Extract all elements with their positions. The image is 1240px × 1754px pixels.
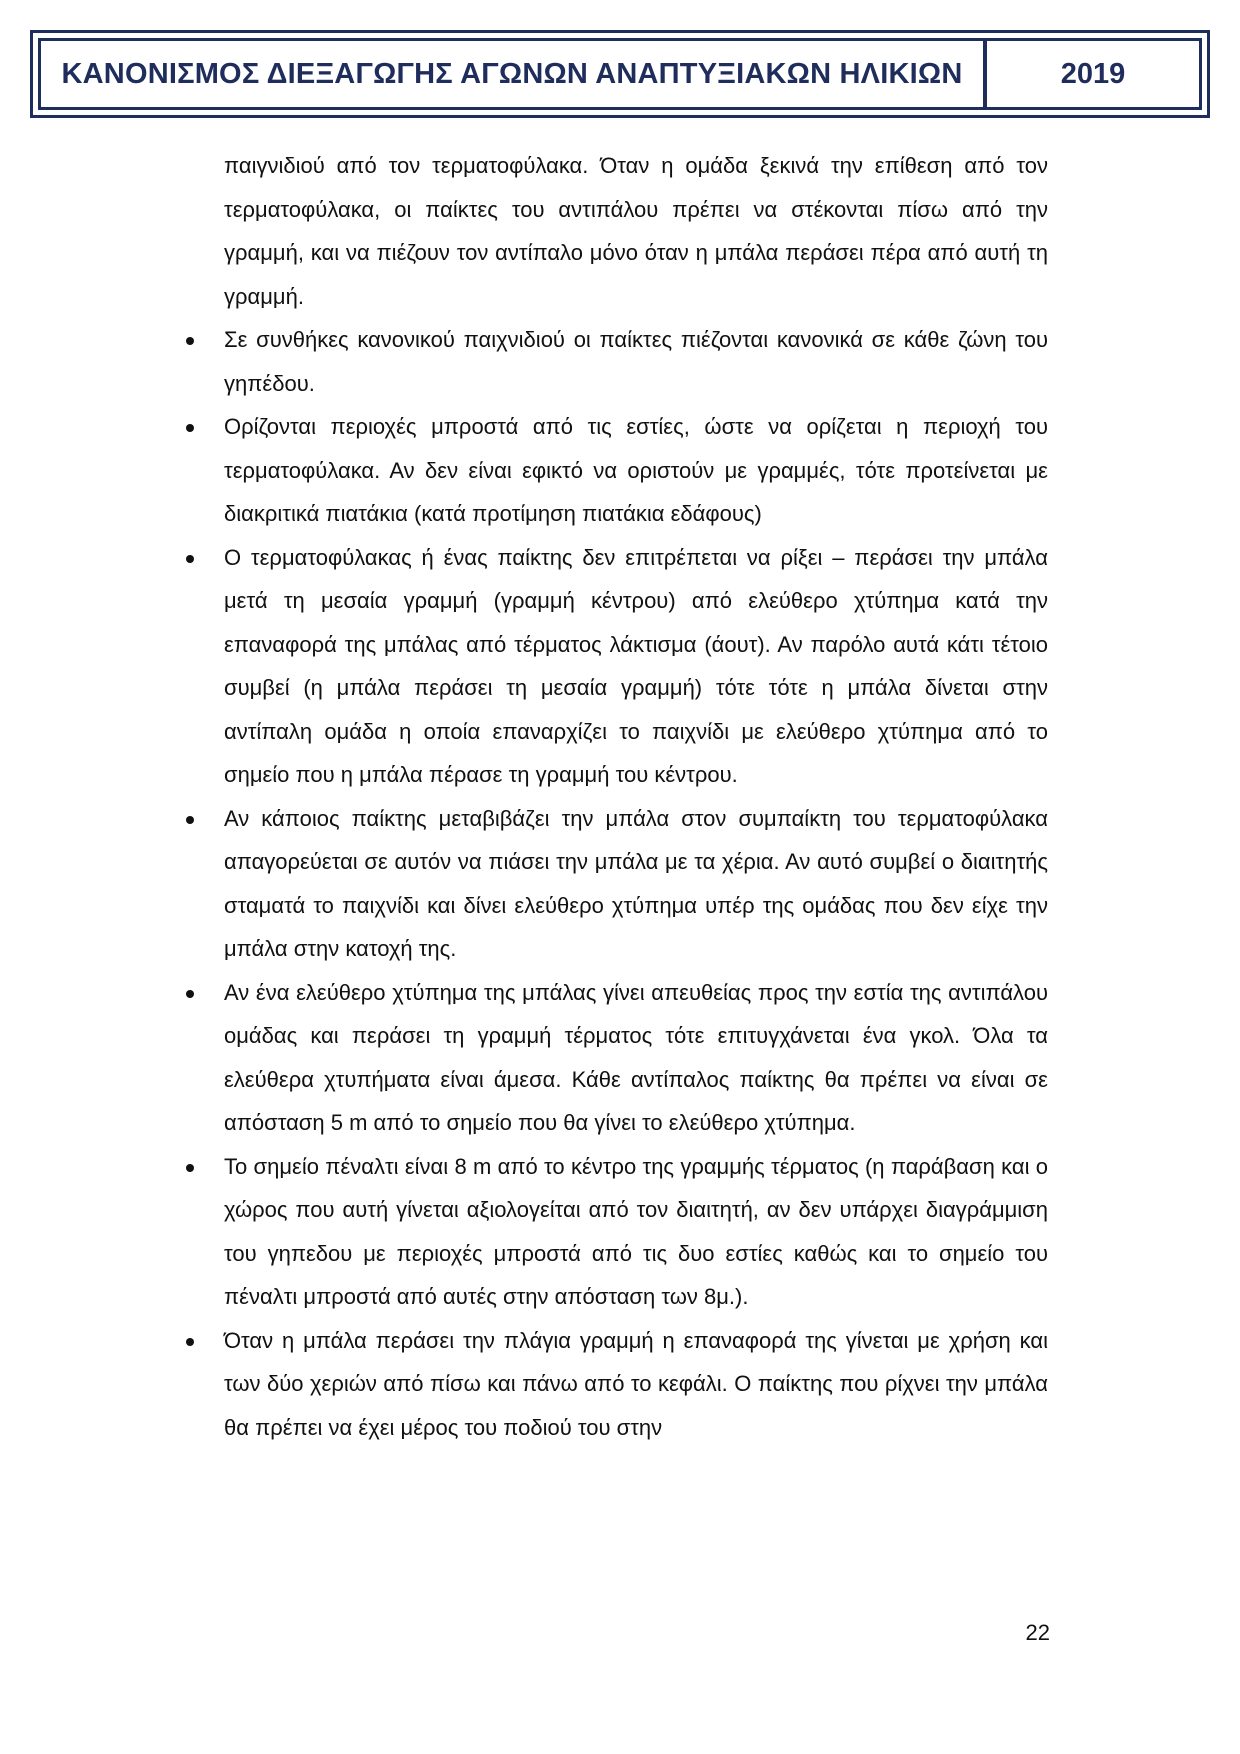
list-item-text: Ο τερματοφύλακας ή ένας παίκτης δεν επιτρέπεται να ρίξει – περάσει την μπάλα μετά τη μεσαία γραμμή (γραμμή κέντρου) από ελεύθερο χτύπημα κατά την επαναφορά της μπάλας από τέρματος λάκτισμα (άουτ). Αν παρόλο αυτά κάτι τέτοιο συμβεί (η μπάλα περάσει τη μεσαία γραμμή) τότε τότε η μπάλα δίνεται στην αντίπαλη ομάδα η οποία επαναρχίζει το παιχνίδι με ελεύθερο χτύπημα από το σημείο που η μπάλα πέρασε τη γραμμή του κέντρου. xyxy=(224,544,1048,787)
bullet-icon xyxy=(186,990,194,998)
list-item xyxy=(224,797,1048,971)
bullet-icon xyxy=(186,816,194,824)
page-header xyxy=(30,30,1210,118)
list-item xyxy=(224,1145,1048,1319)
bullet-icon xyxy=(186,337,194,345)
list-item-text: Σε συνθήκες κανονικού παιχνιδιού οι παίκτες πιέζονται κανονικά σε κάθε ζώνη του γηπέδου. xyxy=(224,327,1048,396)
list-item-text: Ορίζονται περιοχές μπροστά από τις εστίες, ώστε να ορίζεται η περιοχή του τερματοφύλακα. Αν δεν είναι εφικτό να οριστούν με γραμμές, τότε προτείνεται με διακριτικά πιατάκια (κατά προτίμηση πιατάκια εδάφους) xyxy=(224,414,1048,526)
list-item xyxy=(224,536,1048,797)
document-title: ΚΑΝΟΝΙΣΜΟΣ ΔΙΕΞΑΓΩΓΗΣ ΑΓΩΝΩΝ ΑΝΑΠΤΥΞΙΑΚΩΝ ΗΛΙΚΙΩΝ xyxy=(61,57,963,90)
list-item-text: Αν κάποιος παίκτης μεταβιβάζει την μπάλα στον συμπαίκτη του τερματοφύλακα απαγορεύεται σε αυτόν να πιάσει την μπάλα με τα χέρια. Αν αυτό συμβεί ο διαιτητής σταματά το παιχνίδι και δίνει ελεύθερο χτύπημα υπέρ της ομάδας που δεν είχε την μπάλα στην κατοχή της. xyxy=(224,805,1048,961)
list-item xyxy=(224,318,1048,405)
list-item xyxy=(224,971,1048,1145)
bullet-icon xyxy=(186,1338,194,1346)
page-header-frame xyxy=(38,38,1202,110)
list-item-text: Όταν η μπάλα περάσει την πλάγια γραμμή η επαναφορά της γίνεται με χρήση και των δύο χεριών από πίσω και πάνω από το κεφάλι. Ο παίκτης που ρίχνει την μπάλα θα πρέπει να έχει μέρος του ποδιού του στην xyxy=(224,1327,1048,1440)
list-item-text: Το σημείο πέναλτι είναι 8 m από το κέντρο της γραμμής τέρματος (η παράβαση και ο χώρος που αυτή γίνεται αξιολογείται από τον διαιτητή, αν δεν υπάρχει διαγράμμιση του γηπεδου με περιοχές μπροστά από τις δυο εστίες καθώς και το σημείο του πέναλτι μπροστά από αυτές στην απόσταση των 8μ.). xyxy=(224,1153,1048,1309)
bullet-icon xyxy=(186,1164,194,1172)
list-item-text: Αν ένα ελεύθερο χτύπημα της μπάλας γίνει απευθείας προς την εστία της αντιπάλου ομάδας και περάσει τη γραμμή τέρματος τότε επιτυγχάνεται ένα γκολ. Όλα τα ελεύθερα χτυπήματα είναι άμεσα. Κάθε αντίπαλος παίκτης θα πρέπει να είναι σε απόσταση 5 m από το σημείο που θα γίνει το ελεύθερο χτύπημα. xyxy=(224,979,1048,1135)
intro-paragraph: παιγνιδιού από τον τερματοφύλακα. Όταν η ομάδα ξεκινά την επίθεση από τον τερματοφύλακα, οι παίκτες του αντιπάλου πρέπει να στέκονται πίσω από την γραμμή, και να πιέζουν τον αντίπαλο μόνο όταν η μπάλα περάσει πέρα από αυτή τη γραμμή. xyxy=(224,153,1048,309)
list-item xyxy=(224,405,1048,536)
bullet-icon xyxy=(186,424,194,432)
bullet-icon xyxy=(186,555,194,563)
page-body xyxy=(224,144,1048,1449)
document-year: 2019 xyxy=(1060,57,1126,90)
page-number: 22 xyxy=(1025,1620,1050,1645)
list-item xyxy=(224,1319,1048,1450)
